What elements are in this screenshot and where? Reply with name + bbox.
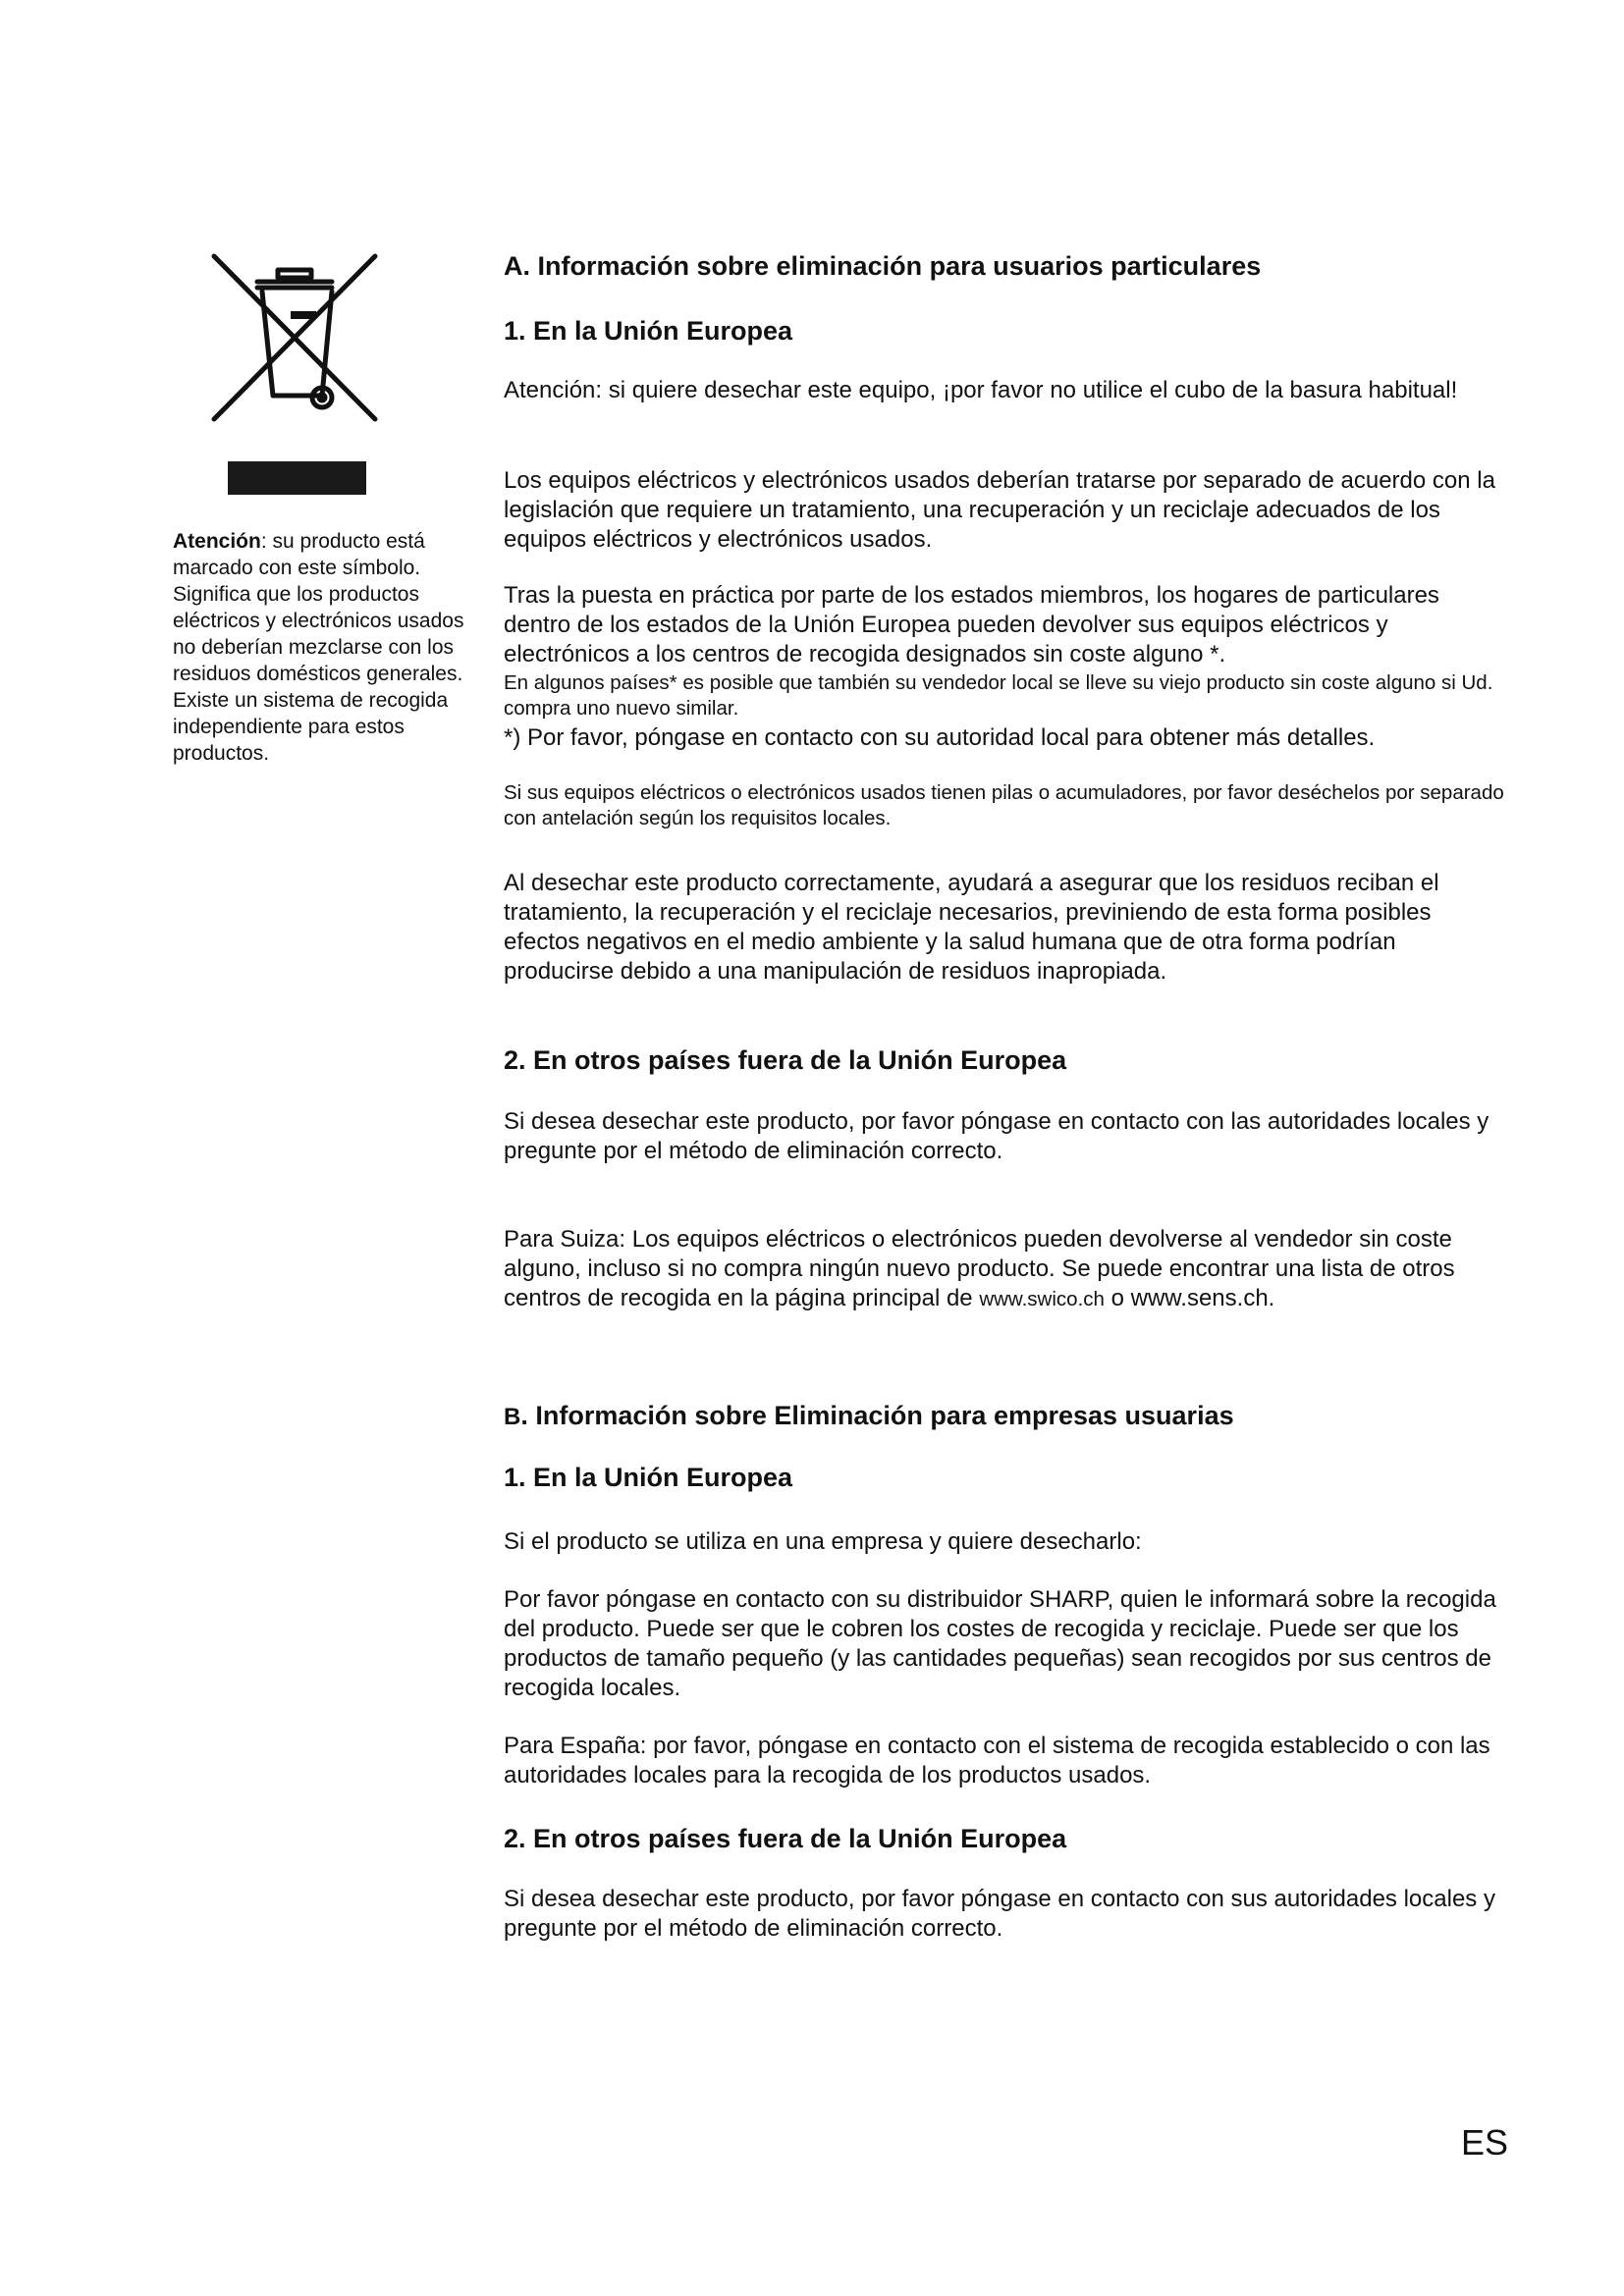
section-b-letter: B bbox=[504, 1404, 521, 1430]
section-a1-p2: Los equipos eléctricos y electrónicos usados deberían tratarse por separado de acuerdo con la legislación que requiere un tratamiento, una recuperación y un reciclaje adecuados de los equipos eléctricos y electrónicos usados. bbox=[504, 467, 1495, 553]
section-a2-p2 bbox=[504, 1225, 1505, 1314]
section-a1-p3-small: En algunos países* es posible que también su vendedor local se lleve su viejo producto sin coste alguno si Ud. compra uno nuevo similar. bbox=[504, 671, 1493, 720]
section-b1-p3: Para España: por favor, póngase en contacto con el sistema de recogida establecido o con las autoridades locales para la recogida de los productos usados. bbox=[504, 1733, 1490, 1789]
section-a1-p5: Al desechar este producto correctamente, ayudará a asegurar que los residuos reciban el tratamiento, la recuperación y el reciclaje necesarios, previniendo de esta forma posibles efectos negativos en el medio ambiente y la salud humana que de otra forma podrían producirse debido a una manipulación de residuos inapropiada. bbox=[504, 870, 1439, 985]
section-a1-p4: Si sus equipos eléctricos o electrónicos usados tienen pilas o acumuladores, por favor deséchelos por separado con antelación según los requisitos locales. bbox=[504, 781, 1504, 829]
section-a1-heading: 1. En la Unión Europea bbox=[504, 316, 793, 346]
section-a1-p1: Atención: si quiere desechar este equipo, ¡por favor no utilice el cubo de la basura habitual! bbox=[504, 377, 1458, 403]
section-b2-p1: Si desea desechar este producto, por favor póngase en contacto con sus autoridades locales y pregunte por el método de eliminación correcto. bbox=[504, 1886, 1495, 1942]
section-b1-p2: Por favor póngase en contacto con su distribuidor SHARP, quien le informará sobre la recogida del producto. Puede ser que le cobren los costes de recogida y reciclaje. Puede ser que los productos de tamaño pequeño (y las cantidades pequeñas) sean recogidos por sus centros de recogida locales. bbox=[504, 1586, 1496, 1701]
section-a1-p3: Tras la puesta en práctica por parte de los estados miembros, los hogares de particulares dentro de los estados de la Unión Europea pueden devolver sus equipos eléctricos y electrónicos a los centros de recogida designados sin coste alguno *. bbox=[504, 582, 1439, 667]
crossed-out-wheelie-bin-icon bbox=[206, 250, 383, 427]
section-a2-heading: 2. En otros países fuera de la Unión Europea bbox=[504, 1045, 1067, 1075]
section-b1-heading: 1. En la Unión Europea bbox=[504, 1463, 793, 1492]
section-a2-p1: Si desea desechar este producto, por favor póngase en contacto con las autoridades locales y pregunte por el método de eliminación correcto. bbox=[504, 1108, 1489, 1164]
section-b-title: . Información sobre Eliminación para empresas usuarias bbox=[520, 1401, 1234, 1430]
language-code: ES bbox=[1460, 2122, 1508, 2163]
attention-note bbox=[173, 528, 467, 767]
section-a2-p2-or: o bbox=[1104, 1285, 1131, 1311]
black-bar bbox=[228, 461, 366, 495]
section-b-heading bbox=[504, 1401, 1234, 1431]
section-b2-heading: 2. En otros países fuera de la Unión Europea bbox=[504, 1824, 1067, 1853]
section-a1-p3-note: *) Por favor, póngase en contacto con su autoridad local para obtener más detalles. bbox=[504, 724, 1376, 751]
section-a-heading: A. Información sobre eliminación para usuarios particulares bbox=[504, 251, 1262, 281]
section-b1-p1: Si el producto se utiliza en una empresa y quiere desecharlo: bbox=[504, 1528, 1142, 1555]
attention-label: Atención bbox=[173, 530, 261, 553]
sens-link[interactable]: www.sens.ch. bbox=[1130, 1285, 1275, 1311]
section-a2-p2-text: Para Suiza: Los equipos eléctricos o electrónicos pueden devolverse al vendedor sin coste alguno, incluso si no compra ningún nuevo producto. Se puede encontrar una lista de otros centros de recogida en la página principal de bbox=[504, 1226, 1455, 1311]
attention-text: : su producto está marcado con este símbolo. Significa que los productos eléctricos y electrónicos usados no deberían mezclarse con los residuos domésticos generales. Existe un sistema de recogida independiente para estos productos. bbox=[173, 530, 464, 765]
swico-link[interactable]: www.swico.ch bbox=[979, 1288, 1105, 1310]
